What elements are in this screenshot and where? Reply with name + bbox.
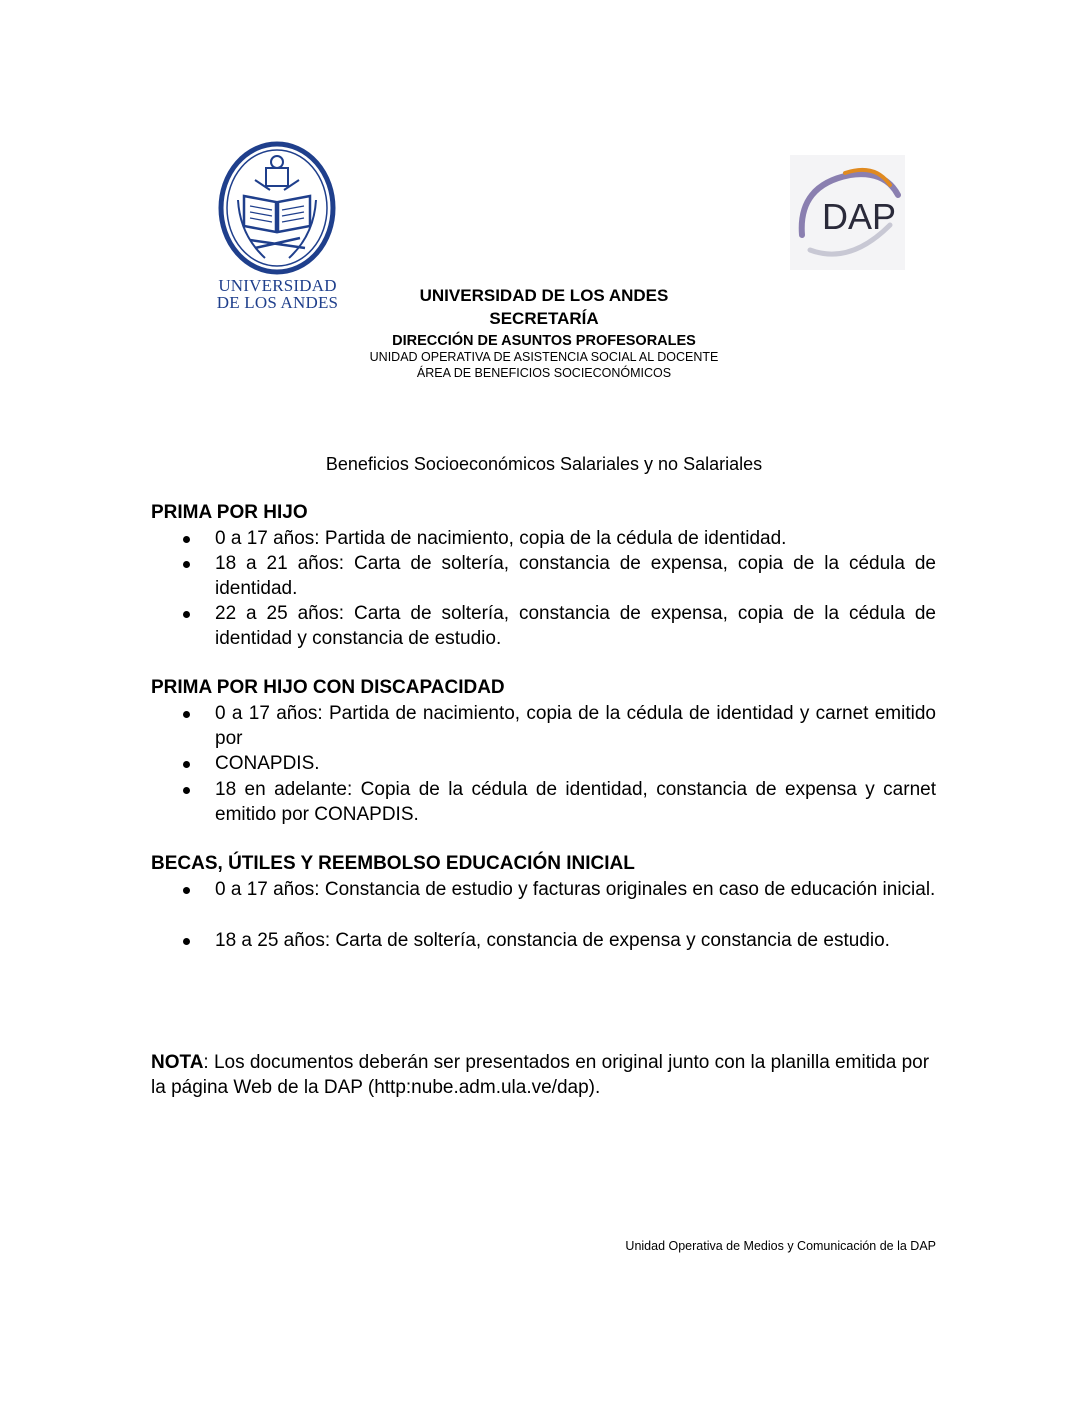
list-item: 22 a 25 años: Carta de soltería, constancia de expensa, copia de la cédula de identidad y constancia de estudio.	[215, 603, 936, 649]
header-university: UNIVERSIDAD DE LOS ANDES	[419, 286, 669, 305]
header-direction: DIRECCIÓN DE ASUNTOS PROFESORALES	[392, 333, 696, 349]
dap-logo	[790, 155, 905, 270]
ula-seal-icon	[210, 140, 345, 275]
list-item: CONAPDIS.	[215, 753, 320, 774]
note	[151, 1050, 941, 1100]
header-secretariat: SECRETARÍA	[489, 309, 599, 328]
ula-logo-line2: DE LOS ANDES	[216, 293, 339, 312]
list-item: 0 a 17 años: Partida de nacimiento, copia de la cédula de identidad y carnet emitido por	[215, 703, 936, 749]
section-title: BECAS, ÚTILES Y REEMBOLSO EDUCACIÓN INICIAL	[151, 853, 635, 874]
list-item: 0 a 17 años: Partida de nacimiento, copia de la cédula de identidad.	[215, 528, 787, 549]
bullet-icon	[183, 611, 190, 618]
document-title: Beneficios Socioeconómicos Salariales y no Salariales	[325, 454, 763, 474]
header-unit: UNIDAD OPERATIVA DE ASISTENCIA SOCIAL AL DOCENTE	[369, 350, 719, 364]
bullet-icon	[183, 711, 190, 718]
bullet-icon	[183, 787, 190, 794]
header-area: ÁREA DE BENEFICIOS SOCIECONÓMICOS	[416, 366, 672, 380]
section-title: PRIMA POR HIJO	[151, 502, 308, 523]
footer: Unidad Operativa de Medios y Comunicación de la DAP	[625, 1239, 936, 1253]
list-item: 0 a 17 años: Constancia de estudio y facturas originales en caso de educación inicial.	[215, 879, 936, 900]
bullet-icon	[183, 887, 190, 894]
list-item: 18 a 21 años: Carta de soltería, constancia de expensa, copia de la cédula de identidad.	[215, 553, 936, 599]
note-label: NOTA	[151, 1052, 204, 1073]
section-title: PRIMA POR HIJO CON DISCAPACIDAD	[151, 677, 505, 698]
note-text: : Los documentos deberán ser presentados en original junto con la planilla emitida por la página Web de la DAP (http:nube.adm.ula.ve/dap).	[151, 1052, 930, 1098]
dap-logo-text: DAP	[822, 196, 897, 237]
bullet-icon	[183, 561, 190, 568]
ula-logo-line1: UNIVERSIDAD	[218, 276, 337, 295]
dap-logo-icon	[790, 155, 905, 270]
bullet-icon	[183, 761, 190, 768]
bullet-icon	[183, 536, 190, 543]
list-item: 18 en adelante: Copia de la cédula de identidad, constancia de expensa y carnet emitido por CONAPDIS.	[215, 779, 936, 825]
list-item: 18 a 25 años: Carta de soltería, constancia de expensa y constancia de estudio.	[215, 930, 890, 951]
bullet-icon	[183, 938, 190, 945]
